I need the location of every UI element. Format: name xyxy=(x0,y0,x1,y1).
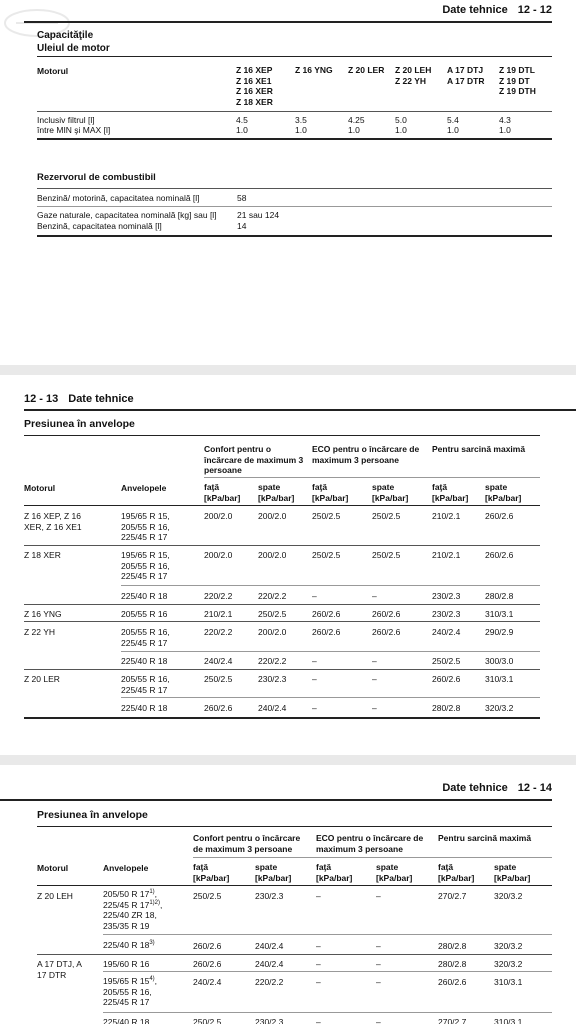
oil-value: 3.5 xyxy=(295,115,307,125)
fuel-value: 14 xyxy=(237,221,247,231)
section-title-capacities: Capacităţile xyxy=(37,30,94,41)
pressure-cell: 310/3.1 xyxy=(494,1017,523,1024)
pressure-cell: 280/2.8 xyxy=(432,703,461,713)
row-divider xyxy=(121,651,540,652)
pressure-cell: 250/2.5 xyxy=(312,511,341,521)
column-rear: spate [kPa/bar] xyxy=(494,862,531,883)
pressure-cell: – xyxy=(376,977,381,987)
pressure-cell: 320/3.2 xyxy=(485,703,514,713)
pressure-cell: 220/2.2 xyxy=(258,591,287,601)
fuel-label: Gaze naturale, capacitatea nominală [kg] sau [l] xyxy=(37,210,217,220)
engine-cell: Z 16 YNG xyxy=(24,609,62,619)
pressure-cell: – xyxy=(316,891,321,901)
pressure-cell: – xyxy=(372,656,377,666)
row-divider xyxy=(103,1012,552,1013)
column-rear: spate [kPa/bar] xyxy=(372,482,409,503)
engine-cell: Z 16 XEP, Z 16 XER, Z 16 XE1 xyxy=(24,511,82,532)
row-divider xyxy=(24,621,540,622)
tire-cell: 195/65 R 15, 205/55 R 16, 225/45 R 17 xyxy=(121,550,170,581)
pressure-cell: 260/2.6 xyxy=(372,627,401,637)
pressure-cell: – xyxy=(372,591,377,601)
engine-group-2: Z 16 YNG xyxy=(295,65,333,75)
engine-group-1: Z 16 XEP Z 16 XE1 Z 16 XER Z 18 XER xyxy=(236,65,273,107)
tire-cell: 225/40 R 18 xyxy=(121,591,168,601)
pressure-cell: 250/2.5 xyxy=(193,891,222,901)
column-tires: Anvelopele xyxy=(103,863,149,873)
divider xyxy=(204,477,540,478)
column-rear: spate [kPa/bar] xyxy=(376,862,413,883)
row-divider xyxy=(103,934,552,935)
pressure-cell: 260/2.6 xyxy=(432,674,461,684)
oil-row-label: Inclusiv filtrul [l] xyxy=(37,115,95,125)
tire-cell: 195/65 R 15, 205/55 R 16, 225/45 R 17 xyxy=(121,511,170,542)
pressure-cell: 240/2.4 xyxy=(193,977,222,987)
pressure-cell: 230/2.3 xyxy=(432,609,461,619)
row-divider xyxy=(37,954,552,955)
tire-cell: 205/50 R 17$^{1)}$, 225/45 R $17^{1)2)}$, 225/40 ZR 18, 235/35 R 19 xyxy=(103,889,163,931)
section-title-fuel-tank: Rezervorul de combustibil xyxy=(37,172,156,183)
column-front: faţă [kPa/bar] xyxy=(316,862,353,883)
section-title-tire-pressure: Presiunea în anvelope xyxy=(37,809,148,821)
pressure-cell: – xyxy=(372,674,377,684)
column-engine: Motorul xyxy=(24,483,56,493)
oil-value: 1.0 xyxy=(295,125,307,135)
engine-cell: Z 18 XER xyxy=(24,550,61,560)
divider xyxy=(37,206,552,207)
tire-cell: 205/55 R 16 xyxy=(121,609,168,619)
tire-cell: 205/55 R 16, 225/45 R 17 xyxy=(121,674,170,695)
oil-value: 1.0 xyxy=(348,125,360,135)
pressure-cell: – xyxy=(376,1017,381,1024)
oil-value: 5.0 xyxy=(395,115,407,125)
pressure-cell: – xyxy=(376,891,381,901)
page-12-13 xyxy=(0,375,576,755)
column-rear: spate [kPa/bar] xyxy=(258,482,295,503)
pressure-cell: 260/2.6 xyxy=(485,511,514,521)
pressure-cell: 250/2.5 xyxy=(258,609,287,619)
pressure-cell: 280/2.8 xyxy=(438,941,467,951)
pressure-cell: 200/2.0 xyxy=(258,550,287,560)
page-12-14 xyxy=(0,765,576,1024)
pressure-cell: 260/2.6 xyxy=(312,609,341,619)
pressure-cell: – xyxy=(372,703,377,713)
engine-group-4: Z 20 LEH Z 22 YH xyxy=(395,65,432,86)
divider xyxy=(37,188,552,189)
divider xyxy=(37,885,552,886)
pressure-cell: 310/3.1 xyxy=(494,977,523,987)
tire-cell: 225/40 R 18$^{3)}$ xyxy=(103,940,155,950)
header-page-number: 12 - 12 xyxy=(517,4,552,16)
pressure-cell: 210/2.1 xyxy=(432,511,461,521)
section-subtitle-oil: Uleiul de motor xyxy=(37,43,110,54)
pressure-cell: 290/2.9 xyxy=(485,627,514,637)
pressure-cell: 200/2.0 xyxy=(258,511,287,521)
pressure-cell: 260/2.6 xyxy=(193,941,222,951)
oil-value: 4.5 xyxy=(236,115,248,125)
pressure-cell: 250/2.5 xyxy=(193,1017,222,1024)
pressure-cell: 250/2.5 xyxy=(372,511,401,521)
tire-cell: 195/65 R 15$^{4)}$, 205/55 R 16, 225/45 R 17 xyxy=(103,976,158,1007)
pressure-cell: – xyxy=(316,941,321,951)
group-comfort: Confort pentru o încărcare de maximum 3 persoane xyxy=(204,444,304,475)
header-page-number: 12 - 13 xyxy=(24,393,59,405)
divider xyxy=(37,111,552,112)
row-divider xyxy=(24,545,540,546)
pressure-cell: – xyxy=(376,941,381,951)
row-divider xyxy=(24,669,540,670)
header-rule xyxy=(0,799,552,801)
tire-cell: 225/40 R 18 xyxy=(103,1017,150,1024)
column-front: faţă [kPa/bar] xyxy=(438,862,475,883)
pressure-cell: 240/2.4 xyxy=(432,627,461,637)
section-end-rule xyxy=(37,138,552,140)
section-end-rule xyxy=(37,235,552,237)
pressure-cell: 270/2.7 xyxy=(438,1017,467,1024)
pressure-cell: – xyxy=(316,1017,321,1024)
column-front: faţă [kPa/bar] xyxy=(312,482,349,503)
pressure-cell: 320/3.2 xyxy=(494,941,523,951)
page-gap xyxy=(0,755,576,765)
pressure-cell: 200/2.0 xyxy=(204,550,233,560)
page-gap xyxy=(0,365,576,375)
column-engine: Motorul xyxy=(37,863,69,873)
pressure-cell: – xyxy=(316,977,321,987)
oil-row-label: între MIN şi MAX [l] xyxy=(37,125,111,135)
header-title: Date tehnice xyxy=(68,393,134,405)
oil-value: 1.0 xyxy=(236,125,248,135)
fuel-label: Benzină/ motorină, capacitatea nominală [l] xyxy=(37,193,200,203)
oil-value: 1.0 xyxy=(395,125,407,135)
pressure-cell: 270/2.7 xyxy=(438,891,467,901)
pressure-cell: 240/2.4 xyxy=(255,941,284,951)
page-header xyxy=(24,393,134,405)
group-comfort: Confort pentru o încărcare de maximum 3 persoane xyxy=(193,833,301,854)
table-end-rule xyxy=(24,717,540,719)
engine-group-6: Z 19 DTL Z 19 DT Z 19 DTH xyxy=(499,65,536,96)
pressure-cell: 250/2.5 xyxy=(312,550,341,560)
tire-cell: 225/40 R 18 xyxy=(121,656,168,666)
pressure-cell: 310/3.1 xyxy=(485,609,514,619)
oil-value: 5.4 xyxy=(447,115,459,125)
pressure-cell: – xyxy=(312,703,317,713)
pressure-cell: 310/3.1 xyxy=(485,674,514,684)
pressure-cell: – xyxy=(316,959,321,969)
header-title: Date tehnice xyxy=(442,4,508,16)
pressure-cell: 260/2.6 xyxy=(312,627,341,637)
column-front: faţă [kPa/bar] xyxy=(204,482,241,503)
tire-cell: 195/60 R 16 xyxy=(103,959,150,969)
group-max-load: Pentru sarcină maximă xyxy=(438,833,532,843)
header-rule xyxy=(24,21,552,23)
pressure-cell: 220/2.2 xyxy=(204,591,233,601)
pressure-cell: 230/2.3 xyxy=(432,591,461,601)
group-eco: ECO pentru o încărcare de maximum 3 persoane xyxy=(312,444,420,465)
tire-cell: 205/55 R 16, 225/45 R 17 xyxy=(121,627,170,648)
pressure-cell: 240/2.4 xyxy=(204,656,233,666)
row-divider xyxy=(121,697,540,698)
pressure-cell: 320/3.2 xyxy=(494,959,523,969)
engine-column-label: Motorul xyxy=(37,66,69,76)
header-rule xyxy=(24,409,576,411)
pressure-cell: 260/2.6 xyxy=(193,959,222,969)
row-divider xyxy=(24,604,540,605)
pressure-cell: 230/2.3 xyxy=(255,1017,284,1024)
section-title-tire-pressure: Presiunea în anvelope xyxy=(24,418,135,430)
pressure-cell: 240/2.4 xyxy=(255,959,284,969)
pressure-cell: 240/2.4 xyxy=(258,703,287,713)
pressure-cell: 200/2.0 xyxy=(204,511,233,521)
row-divider xyxy=(121,585,540,586)
pressure-cell: – xyxy=(312,674,317,684)
divider xyxy=(37,826,552,827)
engine-cell: Z 20 LEH xyxy=(37,891,73,901)
header-title: Date tehnice xyxy=(442,782,508,794)
column-rear: spate [kPa/bar] xyxy=(255,862,292,883)
tire-cell: 225/40 R 18 xyxy=(121,703,168,713)
row-divider xyxy=(103,971,552,972)
pressure-cell: 250/2.5 xyxy=(372,550,401,560)
fuel-label: Benzină, capacitatea nominală [l] xyxy=(37,221,162,231)
pressure-cell: 280/2.8 xyxy=(485,591,514,601)
pressure-cell: 260/2.6 xyxy=(204,703,233,713)
oil-value: 4.25 xyxy=(348,115,365,125)
pressure-cell: 280/2.8 xyxy=(438,959,467,969)
column-rear: spate [kPa/bar] xyxy=(485,482,522,503)
pressure-cell: 250/2.5 xyxy=(432,656,461,666)
divider xyxy=(24,435,540,436)
column-tires: Anvelopele xyxy=(121,483,167,493)
pressure-cell: 210/2.1 xyxy=(432,550,461,560)
pressure-cell: 320/3.2 xyxy=(494,891,523,901)
column-front: faţă [kPa/bar] xyxy=(193,862,230,883)
pressure-cell: 220/2.2 xyxy=(204,627,233,637)
pressure-cell: 230/2.3 xyxy=(258,674,287,684)
pressure-cell: 250/2.5 xyxy=(204,674,233,684)
oil-value: 1.0 xyxy=(499,125,511,135)
engine-cell: A 17 DTJ, A 17 DTR xyxy=(37,959,82,980)
engine-group-3: Z 20 LER xyxy=(348,65,385,75)
pressure-cell: 200/2.0 xyxy=(258,627,287,637)
engine-group-5: A 17 DTJ A 17 DTR xyxy=(447,65,485,86)
fuel-value: 58 xyxy=(237,193,247,203)
engine-cell: Z 20 LER xyxy=(24,674,60,684)
page-12-12 xyxy=(0,0,576,365)
column-front: faţă [kPa/bar] xyxy=(432,482,469,503)
divider xyxy=(37,56,552,57)
oil-value: 1.0 xyxy=(447,125,459,135)
pressure-cell: 220/2.2 xyxy=(258,656,287,666)
pressure-cell: 300/3.0 xyxy=(485,656,514,666)
pressure-cell: 210/2.1 xyxy=(204,609,233,619)
pressure-cell: 230/2.3 xyxy=(255,891,284,901)
pressure-cell: 260/2.6 xyxy=(485,550,514,560)
pressure-cell: 260/2.6 xyxy=(372,609,401,619)
divider xyxy=(193,857,552,858)
pressure-cell: – xyxy=(376,959,381,969)
page-header xyxy=(442,4,552,16)
pressure-cell: – xyxy=(312,591,317,601)
pressure-cell: 220/2.2 xyxy=(255,977,284,987)
pressure-cell: 260/2.6 xyxy=(438,977,467,987)
fuel-value: 21 sau 124 xyxy=(237,210,280,220)
divider xyxy=(24,505,540,506)
header-page-number: 12 - 14 xyxy=(517,782,552,794)
oil-value: 4.3 xyxy=(499,115,511,125)
group-eco: ECO pentru o încărcare de maximum 3 persoane xyxy=(316,833,424,854)
engine-cell: Z 22 YH xyxy=(24,627,56,637)
pressure-cell: – xyxy=(312,656,317,666)
page-header xyxy=(442,782,552,794)
group-max-load: Pentru sarcină maximă xyxy=(432,444,526,454)
